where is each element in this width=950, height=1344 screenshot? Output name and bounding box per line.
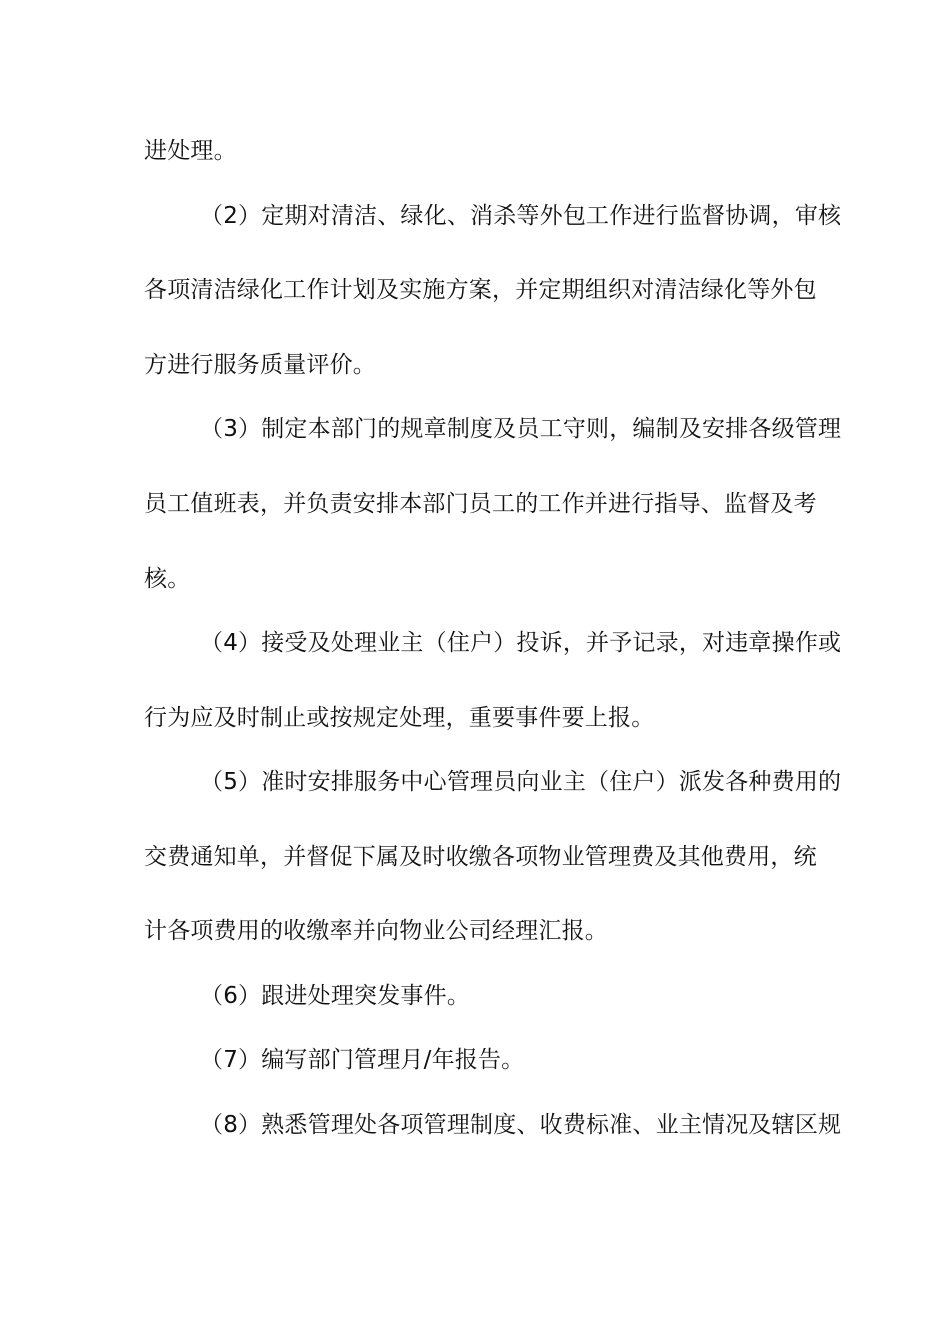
text-line: 各项清洁绿化工作计划及实施方案，并定期组织对清洁绿化等外包 — [144, 277, 817, 303]
text-line: 交费通知单，并督促下属及时收缴各项物业管理费及其他费用，统 — [144, 844, 817, 870]
text-line: 计各项费用的收缴率并向物业公司经理汇报。 — [144, 918, 608, 944]
list-item-4-line-1: （4）接受及处理业主（住户）投诉，并予记录，对违章操作或 — [200, 630, 842, 656]
list-item-5-line-1: （5）准时安排服务中心管理员向业主（住户）派发各种费用的 — [200, 769, 842, 795]
text-line: 员工值班表，并负责安排本部门员工的工作并进行指导、监督及考 — [144, 491, 817, 517]
list-item-2-line-1: （2）定期对清洁、绿化、消杀等外包工作进行监督协调，审核 — [200, 203, 842, 229]
list-item-6: （6）跟进处理突发事件。 — [200, 983, 471, 1009]
list-item-8-line-1: （8）熟悉管理处各项管理制度、收费标准、业主情况及辖区规 — [200, 1112, 842, 1138]
list-item-3-line-1: （3）制定本部门的规章制度及员工守则，编制及安排各级管理 — [200, 416, 842, 442]
text-line: 方进行服务质量评价。 — [144, 352, 376, 378]
text-line: 核。 — [144, 566, 191, 592]
list-item-7: （7）编写部门管理月/年报告。 — [200, 1047, 525, 1073]
text-line: 行为应及时制止或按规定处理，重要事件要上报。 — [144, 705, 655, 731]
text-line: 进处理。 — [144, 138, 237, 164]
